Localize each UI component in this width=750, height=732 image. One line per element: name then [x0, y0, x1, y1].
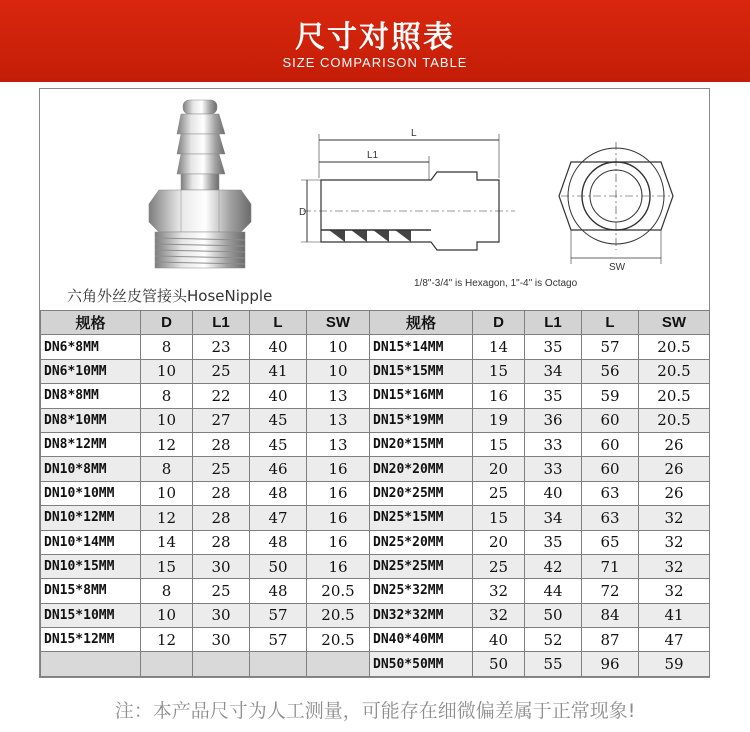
value-cell: 26 [639, 457, 710, 481]
model-cell: DN20*15MM [370, 432, 473, 456]
value-cell [250, 652, 307, 676]
value-cell [141, 652, 193, 676]
value-cell: 28 [193, 530, 250, 554]
value-cell: 20 [473, 530, 525, 554]
value-cell: 30 [193, 628, 250, 652]
value-cell: 42 [525, 554, 582, 578]
value-cell: 20.5 [639, 359, 710, 383]
model-cell: DN6*10MM [41, 359, 141, 383]
value-cell: 48 [250, 530, 307, 554]
value-cell: 22 [193, 384, 250, 408]
value-cell: 32 [639, 506, 710, 530]
value-cell: 50 [250, 554, 307, 578]
value-cell: 57 [250, 603, 307, 627]
value-cell [307, 652, 370, 676]
dim-label-D: D [299, 207, 307, 218]
value-cell: 20.5 [307, 603, 370, 627]
model-cell: DN15*10MM [41, 603, 141, 627]
value-cell: 87 [582, 628, 639, 652]
dim-label-L: L [411, 128, 417, 139]
value-cell: 12 [141, 432, 193, 456]
value-cell: 10 [307, 359, 370, 383]
model-cell: DN20*25MM [370, 481, 473, 505]
value-cell: 40 [525, 481, 582, 505]
value-cell: 36 [525, 408, 582, 432]
value-cell: 40 [250, 384, 307, 408]
value-cell: 65 [582, 530, 639, 554]
hose-nipple-photo [101, 92, 311, 282]
value-cell: 19 [473, 408, 525, 432]
column-header: SW [307, 311, 370, 335]
table-row [41, 530, 710, 554]
value-cell: 32 [639, 530, 710, 554]
value-cell: 10 [141, 359, 193, 383]
value-cell: 25 [193, 359, 250, 383]
value-cell: 27 [193, 408, 250, 432]
value-cell: 34 [525, 506, 582, 530]
column-header: L [250, 311, 307, 335]
value-cell: 15 [473, 506, 525, 530]
model-cell: DN40*40MM [370, 628, 473, 652]
column-header: D [473, 311, 525, 335]
value-cell: 23 [193, 335, 250, 359]
value-cell: 47 [250, 506, 307, 530]
value-cell: 13 [307, 384, 370, 408]
value-cell: 20.5 [639, 408, 710, 432]
side-view-drawing [299, 118, 539, 288]
value-cell: 12 [141, 628, 193, 652]
value-cell: 52 [525, 628, 582, 652]
value-cell: 16 [307, 554, 370, 578]
value-cell: 48 [250, 579, 307, 603]
model-cell: DN10*14MM [41, 530, 141, 554]
model-cell: DN25*20MM [370, 530, 473, 554]
dim-label-L1: L1 [367, 150, 379, 161]
model-cell: DN50*50MM [370, 652, 473, 676]
table-row [41, 652, 710, 676]
model-cell: DN10*15MM [41, 554, 141, 578]
value-cell: 14 [141, 530, 193, 554]
value-cell: 32 [473, 579, 525, 603]
value-cell: 34 [525, 359, 582, 383]
model-cell: DN8*12MM [41, 432, 141, 456]
value-cell: 16 [307, 530, 370, 554]
value-cell: 26 [639, 432, 710, 456]
value-cell: 46 [250, 457, 307, 481]
value-cell: 96 [582, 652, 639, 676]
model-cell: DN10*12MM [41, 506, 141, 530]
table-row [41, 457, 710, 481]
drawing-note: 1/8"-3/4" is Hexagon, 1"-4" is Octago [414, 278, 578, 289]
column-header: 规格 [370, 311, 473, 335]
value-cell: 16 [307, 481, 370, 505]
value-cell: 30 [193, 554, 250, 578]
end-view-drawing [541, 118, 691, 288]
value-cell: 20.5 [639, 384, 710, 408]
value-cell: 35 [525, 530, 582, 554]
value-cell: 20 [473, 457, 525, 481]
value-cell: 35 [525, 335, 582, 359]
model-cell: DN25*15MM [370, 506, 473, 530]
value-cell: 59 [639, 652, 710, 676]
value-cell: 10 [307, 335, 370, 359]
table-row [41, 335, 710, 359]
value-cell: 60 [582, 408, 639, 432]
value-cell: 48 [250, 481, 307, 505]
value-cell: 40 [473, 628, 525, 652]
model-cell: DN15*14MM [370, 335, 473, 359]
model-cell: DN10*8MM [41, 457, 141, 481]
value-cell: 26 [639, 481, 710, 505]
table-row [41, 432, 710, 456]
value-cell: 8 [141, 579, 193, 603]
title-banner [0, 0, 750, 82]
value-cell: 55 [525, 652, 582, 676]
value-cell: 15 [473, 359, 525, 383]
value-cell: 35 [525, 384, 582, 408]
value-cell: 16 [307, 457, 370, 481]
model-cell: DN10*10MM [41, 481, 141, 505]
value-cell: 10 [141, 481, 193, 505]
column-header: L [582, 311, 639, 335]
model-cell: DN25*32MM [370, 579, 473, 603]
product-figure-area [41, 90, 708, 309]
value-cell: 28 [193, 432, 250, 456]
value-cell: 15 [141, 554, 193, 578]
value-cell: 72 [582, 579, 639, 603]
value-cell: 13 [307, 432, 370, 456]
page-title: 尺寸对照表 [295, 20, 455, 55]
value-cell: 41 [250, 359, 307, 383]
value-cell: 57 [582, 335, 639, 359]
value-cell: 30 [193, 603, 250, 627]
value-cell: 15 [473, 432, 525, 456]
value-cell: 40 [250, 335, 307, 359]
table-row [41, 359, 710, 383]
value-cell [193, 652, 250, 676]
value-cell: 45 [250, 432, 307, 456]
column-header: SW [639, 311, 710, 335]
value-cell: 71 [582, 554, 639, 578]
value-cell: 13 [307, 408, 370, 432]
value-cell: 60 [582, 432, 639, 456]
value-cell: 8 [141, 457, 193, 481]
page-subtitle: SIZE COMPARISON TABLE [282, 55, 468, 70]
value-cell: 50 [525, 603, 582, 627]
value-cell: 25 [473, 554, 525, 578]
value-cell: 41 [639, 603, 710, 627]
value-cell: 16 [307, 506, 370, 530]
value-cell: 44 [525, 579, 582, 603]
table-row [41, 384, 710, 408]
value-cell: 84 [582, 603, 639, 627]
value-cell: 32 [473, 603, 525, 627]
value-cell: 60 [582, 457, 639, 481]
value-cell: 20.5 [307, 579, 370, 603]
value-cell: 56 [582, 359, 639, 383]
dim-label-SW: SW [609, 262, 626, 273]
model-cell [41, 652, 141, 676]
model-cell: DN32*32MM [370, 603, 473, 627]
value-cell: 8 [141, 335, 193, 359]
value-cell: 50 [473, 652, 525, 676]
model-cell: DN15*15MM [370, 359, 473, 383]
spec-sheet-frame [39, 88, 710, 678]
model-cell: DN20*20MM [370, 457, 473, 481]
value-cell: 12 [141, 506, 193, 530]
value-cell: 32 [639, 579, 710, 603]
measurement-footnote: 注：本产品尺寸为人工测量，可能存在细微偏差属于正常现象! [114, 700, 636, 722]
model-cell: DN15*8MM [41, 579, 141, 603]
value-cell: 20.5 [307, 628, 370, 652]
value-cell: 32 [639, 554, 710, 578]
value-cell: 63 [582, 481, 639, 505]
column-header: L1 [525, 311, 582, 335]
table-row [41, 408, 710, 432]
value-cell: 47 [639, 628, 710, 652]
value-cell: 25 [473, 481, 525, 505]
value-cell: 63 [582, 506, 639, 530]
model-cell: DN8*10MM [41, 408, 141, 432]
product-caption: 六角外丝皮管接头HoseNipple [67, 287, 273, 305]
column-header: 规格 [41, 311, 141, 335]
value-cell: 59 [582, 384, 639, 408]
model-cell: DN15*19MM [370, 408, 473, 432]
column-header: L1 [193, 311, 250, 335]
model-cell: DN6*8MM [41, 335, 141, 359]
size-table [40, 310, 710, 677]
value-cell: 33 [525, 457, 582, 481]
value-cell: 8 [141, 384, 193, 408]
table-row [41, 506, 710, 530]
table-row [41, 554, 710, 578]
value-cell: 33 [525, 432, 582, 456]
value-cell: 16 [473, 384, 525, 408]
table-row [41, 579, 710, 603]
table-row [41, 481, 710, 505]
table-row [41, 603, 710, 627]
value-cell: 20.5 [639, 335, 710, 359]
value-cell: 10 [141, 408, 193, 432]
model-cell: DN15*16MM [370, 384, 473, 408]
table-row [41, 628, 710, 652]
column-header: D [141, 311, 193, 335]
value-cell: 25 [193, 579, 250, 603]
table-header-row [41, 311, 710, 335]
value-cell: 45 [250, 408, 307, 432]
value-cell: 28 [193, 506, 250, 530]
value-cell: 28 [193, 481, 250, 505]
value-cell: 10 [141, 603, 193, 627]
value-cell: 57 [250, 628, 307, 652]
value-cell: 25 [193, 457, 250, 481]
model-cell: DN8*8MM [41, 384, 141, 408]
model-cell: DN25*25MM [370, 554, 473, 578]
value-cell: 14 [473, 335, 525, 359]
model-cell: DN15*12MM [41, 628, 141, 652]
